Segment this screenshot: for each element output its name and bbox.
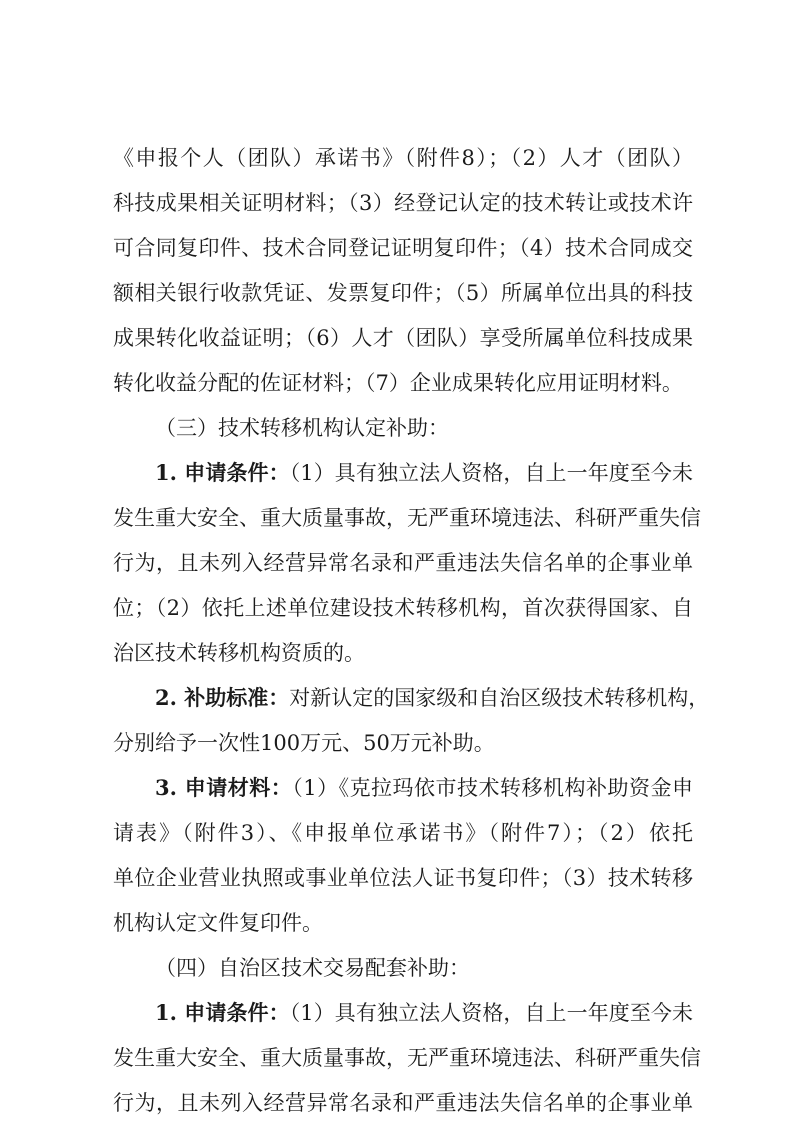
body-line: 治区技术转移机构资质的。 [113, 641, 365, 665]
clause-text: （1）具有独立法人资格，自上一年度至今未 [289, 461, 694, 485]
body-line: 单位企业营业执照或事业单位法人证书复印件；（3）技术转移 [113, 866, 693, 890]
clause-text: （1）具有独立法人资格，自上一年度至今未 [289, 1001, 694, 1025]
body-line: 额相关银行收款凭证、发票复印件；（5）所属单位出具的科技 [113, 281, 693, 305]
clause-label: 1. 申请条件： [155, 460, 290, 485]
body-line: 《申报个人（团队）承诺书》（附件8）；（2）人才（团队） [113, 146, 693, 170]
body-line: 请表》（附件3）、《申报单位承诺书》（附件7）；（2）依托 [113, 821, 693, 845]
body-line: 成果转化收益证明；（6）人才（团队）享受所属单位科技成果 [113, 326, 693, 350]
clause-text: 对新认定的国家级和自治区级技术转移机构， [289, 686, 710, 710]
body-line [155, 995, 693, 1031]
body-line [155, 770, 693, 806]
body-line [155, 455, 693, 491]
body-line: 发生重大安全、重大质量事故，无严重环境违法、科研严重失信 [113, 506, 701, 530]
section-heading-4: （四）自治区技术交易配套补助： [155, 956, 470, 980]
body-line: 科技成果相关证明材料；（3）经登记认定的技术转让或技术许 [113, 191, 693, 215]
body-line: 行为，且未列入经营异常名录和严重违法失信名单的企事业单 [113, 551, 693, 575]
section-heading-3: （三）技术转移机构认定补助： [155, 416, 449, 440]
body-line [155, 680, 710, 716]
clause-text: （1）《克拉玛依市技术转移机构补助资金申 [292, 776, 694, 800]
clause-label: 1. 申请条件： [155, 1000, 290, 1025]
body-line: 转化收益分配的佐证材料；（7）企业成果转化应用证明材料。 [113, 371, 683, 395]
body-line: 位；（2）依托上述单位建设技术转移机构，首次获得国家、自 [113, 596, 693, 620]
body-line: 行为，且未列入经营异常名录和严重违法失信名单的企事业单 [113, 1091, 693, 1115]
body-line: 机构认定文件复印件。 [113, 911, 323, 935]
clause-label: 3. 申请材料： [155, 775, 293, 800]
body-line: 分别给予一次性100万元、50万元补助。 [113, 731, 495, 755]
body-line: 发生重大安全、重大质量事故，无严重环境违法、科研严重失信 [113, 1046, 701, 1070]
body-line: 可合同复印件、技术合同登记证明复印件；（4）技术合同成交 [113, 236, 693, 260]
clause-label: 2. 补助标准： [155, 685, 290, 710]
